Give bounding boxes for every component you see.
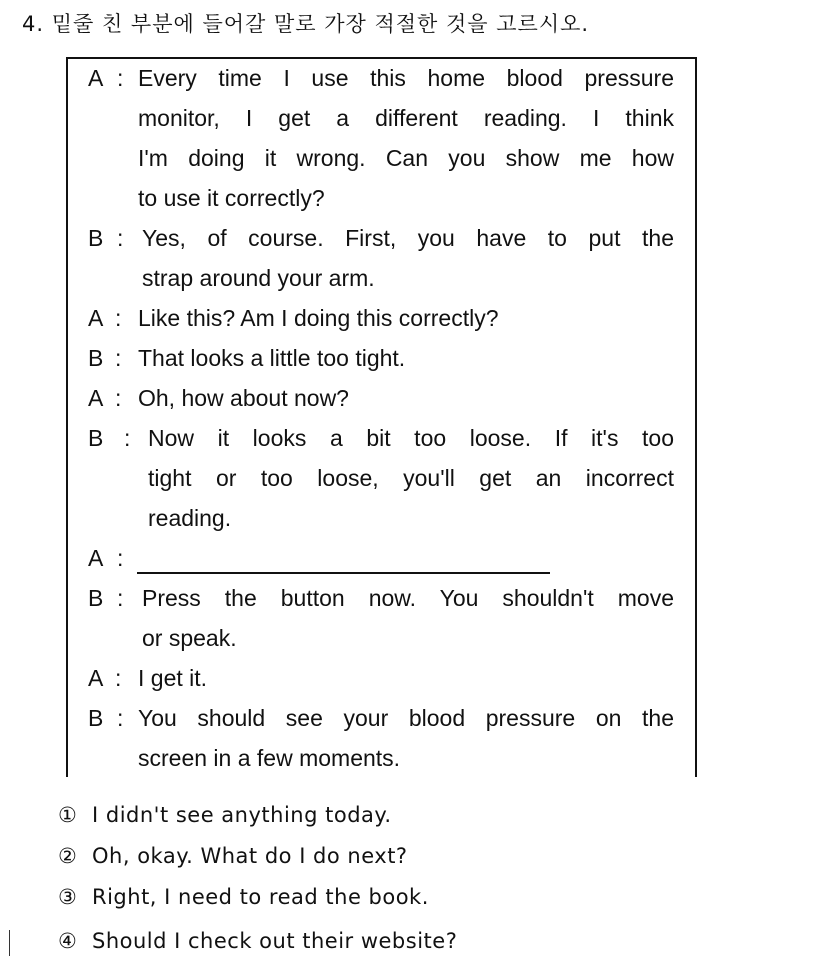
speaker-label: B (88, 425, 104, 451)
dialogue-line: or speak. (142, 625, 237, 651)
option-number: ① (58, 803, 78, 827)
speaker-colon: : (117, 545, 124, 571)
speaker-colon: : (117, 65, 124, 91)
dialogue-line: I get it. (138, 665, 208, 691)
option-text: Oh, okay. What do I do next? (92, 844, 408, 868)
dialogue-line: Every time I use this home blood pressure (138, 65, 674, 91)
option-number: ③ (58, 885, 78, 909)
speaker-colon: : (115, 345, 122, 371)
dialogue-line: Now it looks a bit too loose. If it's too (148, 425, 674, 451)
option-4[interactable] (58, 929, 457, 953)
speaker-colon: : (115, 385, 122, 411)
dialogue-line: Yes, of course. First, you have to put the (142, 225, 674, 251)
speaker-colon: : (117, 585, 124, 611)
dialogue-line: screen in a few moments. (138, 745, 401, 771)
speaker-colon: : (115, 665, 122, 691)
speaker-label: A (88, 385, 104, 411)
option-2[interactable] (58, 844, 408, 868)
answer-blank (137, 572, 550, 574)
speaker-colon: : (117, 225, 124, 251)
option-number: ④ (58, 929, 78, 953)
speaker-label: A (88, 65, 104, 91)
question-prompt: 4. 밑줄 친 부분에 들어갈 말로 가장 적절한 것을 고르시오. (22, 12, 590, 36)
option-text: Right, I need to read the book. (92, 885, 429, 909)
dialogue-line: tight or too loose, you'll get an incorrect (148, 465, 674, 491)
speaker-label: A (88, 305, 104, 331)
speaker-colon: : (117, 705, 124, 731)
speaker-label: B (88, 225, 104, 251)
dialogue-line: monitor, I get a different reading. I think (138, 105, 674, 131)
speaker-label: B (88, 585, 104, 611)
speaker-label: A (88, 665, 104, 691)
speaker-label: B (88, 705, 104, 731)
dialogue-line: Like this? Am I doing this correctly? (138, 305, 499, 331)
option-1[interactable] (58, 803, 392, 827)
option-3[interactable] (58, 885, 429, 909)
option-text: I didn't see anything today. (92, 803, 392, 827)
dialogue-line: Oh, how about now? (138, 385, 349, 411)
dialogue-line: That looks a little too tight. (138, 345, 406, 371)
margin-divider (9, 930, 10, 956)
dialogue-line: I'm doing it wrong. Can you show me how (138, 145, 674, 171)
dialogue-line: strap around your arm. (142, 265, 375, 291)
speaker-label: B (88, 345, 104, 371)
speaker-label: A (88, 545, 104, 571)
option-number: ② (58, 844, 78, 868)
option-text: Should I check out their website? (92, 929, 458, 953)
dialogue-line: You should see your blood pressure on the (138, 705, 674, 731)
speaker-colon: : (115, 305, 122, 331)
speaker-colon: : (124, 425, 131, 451)
dialogue-line: Press the button now. You shouldn't move (142, 585, 674, 611)
dialogue-line: reading. (148, 505, 232, 531)
dialogue-line: to use it correctly? (138, 185, 325, 211)
